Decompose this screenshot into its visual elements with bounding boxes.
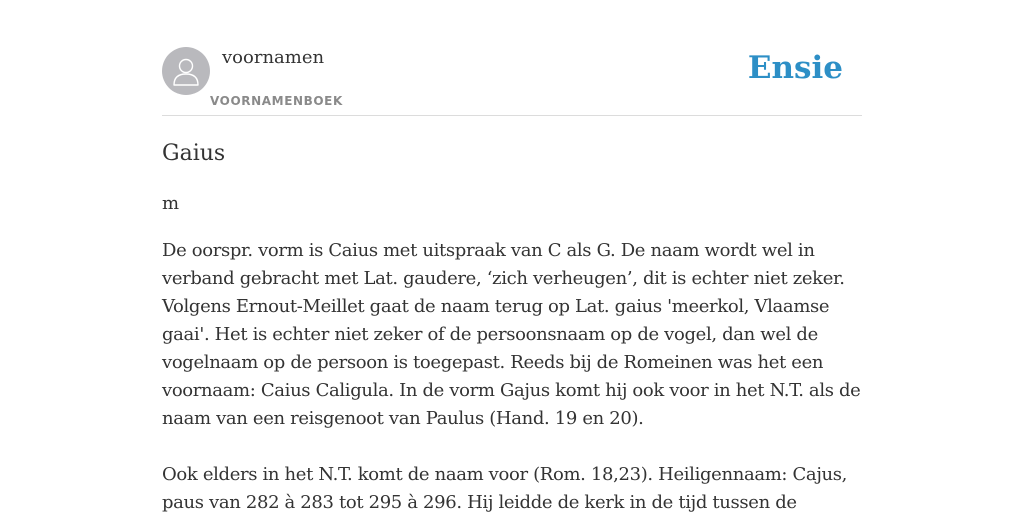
collection-name[interactable]: VOORNAMENBOEK	[210, 94, 343, 108]
brand-logo[interactable]: Ensie	[747, 50, 843, 86]
article	[162, 138, 868, 512]
gender-label: m	[162, 193, 180, 214]
avatar[interactable]	[162, 47, 210, 95]
user-silhouette-icon	[162, 47, 210, 95]
header	[162, 0, 862, 116]
author-name[interactable]: voornamen	[222, 47, 325, 68]
page-title: Gaius	[162, 141, 226, 166]
article-body: De oorspr. vorm is Caius met uitspraak van C als G. De naam wordt wel in verband gebracht met Lat. gaudere, ‘zich verheugen’, dit is echter niet zeker. Volgens Ernout-Meillet gaat de naam terug op Lat. gaius 'meerkol, Vlaamse gaai'. Het is echter niet zeker of de persoonsnaam op de vogel, dan wel de vogelnaam op de persoon is toegepast. Reeds bij de Romeinen was het een voornaam: Caius Caligula. In de vorm Gajus komt hij ook voor in het N.T. als de naam van een reisgenoot van Paulus (Hand. 19 en 20). Ook elders in het N.T. komt de naam voor (Rom. 18,23). Heiligennaam: Cajus, paus van 282 à 283 tot 295 à 296. Hij leidde de kerk in de tijd tussen de	[162, 240, 861, 512]
